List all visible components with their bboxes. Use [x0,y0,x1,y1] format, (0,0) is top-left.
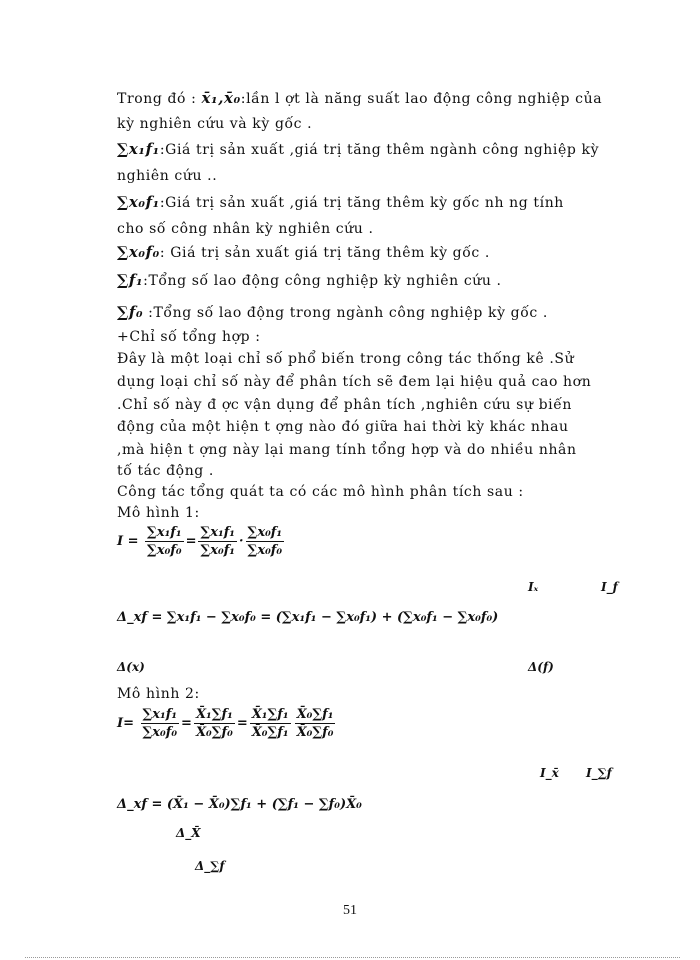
text-line: Đây là một loại chỉ số phổ biến trong công tác thống kê .Sử [117,351,575,367]
math-symbol: ∑f₀ [117,303,144,321]
numerator: ∑x₁f₁ [147,525,182,540]
fraction [198,525,237,558]
math-symbol: x̄₁,x̄₀ [201,89,241,107]
denominator: ∑x₀f₀ [147,543,182,558]
line-text: : Giá trị sản xuất giá trị tăng thêm kỳ gốc . [159,245,490,261]
formula-lhs: I= [117,716,134,731]
text-line: .Chỉ số này đ ợc vận dụng để phân tích ,nghiên cứu sự biến [117,397,573,413]
delta-label-sumf: Δ_∑f [195,859,225,873]
fraction [145,525,184,558]
text-line: Công tác tổng quát ta có các mô hình phân tích sau : [117,484,524,500]
model2-index-formula: I= $\frac{\text{∑x₁f₁}}{\text{∑x₀f₀}}$ = $\frac{\text{X̄₁∑f₁}}{\text{X̄₀∑f₀}}$ = $\frac{\text{X̄₁∑f₁}}{\text{X̄₀∑f₁}}$ $\frac{\text{X̄₀∑f₁}}{\text{X̄₀∑f₀}}$ [117,707,334,740]
fraction [295,707,336,740]
text-line [117,139,599,160]
index-label-xbar: I_x̄ [540,766,559,780]
denominator: X̄₀∑f₁ [251,725,289,740]
text-line [117,270,502,291]
numerator: X̄₁∑f₁ [195,707,233,722]
text-line: Mô hình 1: [117,505,200,521]
model2-delta-formula: Δ_xf = (X̄₁ − X̄₀)∑f₁ + (∑f₁ − ∑f₀)X̄₀ [117,797,362,812]
formula-lhs: I = [117,534,139,549]
line-text: :Giá trị sản xuất ,giá trị tăng thêm ngành công nghiệp kỳ [159,142,600,158]
line-text: :Tổng số lao động trong ngành công nghiệp kỳ gốc . [143,305,548,321]
page-number: 51 [343,903,357,918]
text-line: +Chỉ số tổng hợp : [117,329,261,345]
denominator: X̄₀∑f₀ [296,725,334,740]
denominator: ∑x₀f₀ [142,725,178,740]
text-line: tố tác động . [117,463,214,479]
delta-label-x: Δ(x) [117,660,145,674]
numerator: X̄₀∑f₁ [296,707,334,722]
math-symbol: ∑x₀f₁ [117,193,160,211]
text-line [117,302,548,323]
model1-delta-formula: Δ_xf = ∑x₁f₁ − ∑x₀f₀ = (∑x₁f₁ − ∑x₀f₁) + (∑x₀f₁ − ∑x₀f₀) [117,610,499,625]
delta-label-f: Δ(f) [528,660,554,674]
text-line: cho số công nhân kỳ nghiên cứu . [117,221,374,237]
line-text: :Giá trị sản xuất ,giá trị tăng thêm kỳ gốc nh ng tính [159,195,564,211]
line-text: :Tổng số lao động công nghiệp kỳ nghiên cứu . [143,273,502,289]
text-line: kỳ nghiên cứu và kỳ gốc . [117,116,313,132]
denominator: ∑x₀f₁ [200,543,235,558]
line-text: :lần l ợt là năng suất lao động công nghiệp của [240,91,603,107]
numerator: X̄₁∑f₁ [251,707,289,722]
numerator: ∑x₀f₁ [247,525,283,540]
fraction [250,707,291,740]
text-line: ,mà hiện t ợng này lại mang tính tổng hợp và do nhiều nhân [117,442,577,458]
index-label-x: Iₓ [528,580,539,594]
math-symbol: ∑x₀f₀ [117,243,160,261]
math-symbol: ∑f₁ [117,271,144,289]
index-label-sumf: I_∑f [586,766,612,780]
text-line: nghiên cứu .. [117,168,218,184]
text-line: Mô hình 2: [117,686,200,702]
numerator: ∑x₁f₁ [142,707,178,722]
index-label-f: I_f [601,580,618,594]
denominator: X̄₀∑f₀ [195,725,233,740]
numerator: ∑x₁f₁ [200,525,235,540]
text-line [117,88,602,109]
fraction [194,707,235,740]
fraction [141,707,180,740]
denominator: ∑x₀f₀ [247,543,283,558]
text-line: dụng loại chỉ số này để phân tích sẽ đem lại hiệu quả cao hơn [117,374,592,390]
model1-index-formula: I = $\frac{\text{∑x₁f₁}}{\text{∑x₀f₀}}$ = $\frac{\text{∑x₁f₁}}{\text{∑x₀f₁}}$ · $\frac{\text{∑x₀f₁}}{\text{∑x₀f₀}}$ [117,525,283,558]
line-text: Trong đó : [117,91,202,107]
delta-label-xbar: Δ_X̄ [176,826,201,840]
text-line: động của một hiện t ợng nào đó giữa hai thời kỳ khác nhau [117,419,569,435]
fraction [246,525,285,558]
math-symbol: ∑x₁f₁ [117,140,160,158]
footer-divider [25,957,680,958]
text-line [117,242,490,263]
text-line [117,192,564,213]
